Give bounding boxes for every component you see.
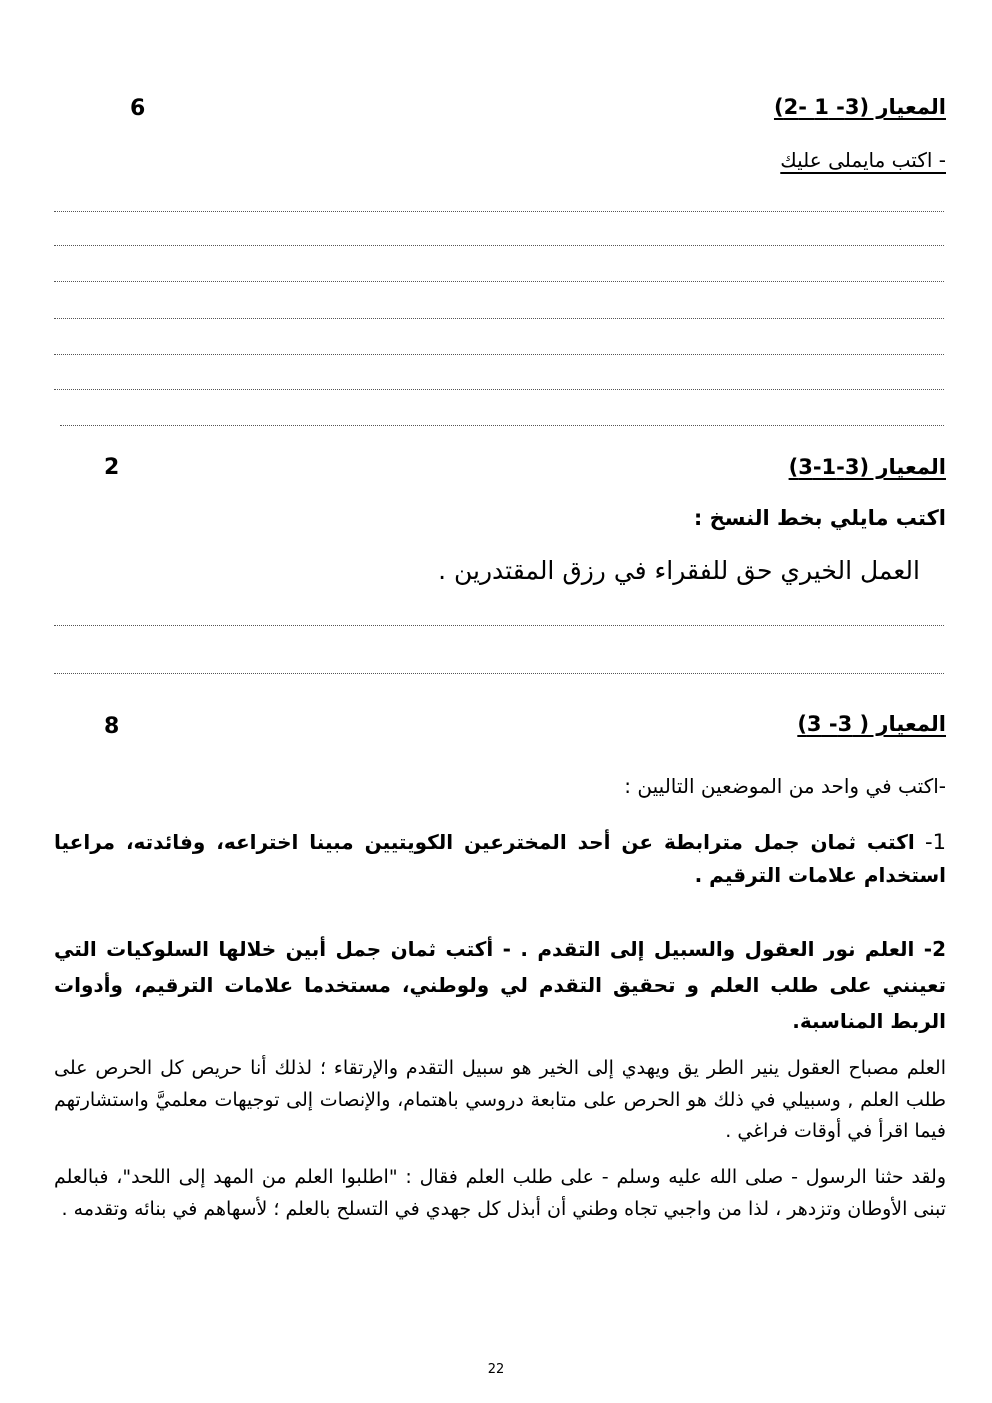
answer-paragraph-2: ولقد حثنا الرسول - صلى الله عليه وسلم - على طلب العلم فقال : "اطلبوا العلم من المهد إلى اللحد"، فبالعلم تبنى الأوطان وتزدهر ، لذا من واجبي تجاه وطني أن أبذل كل جهدي في التسلح بالعلم ؛ لأسهاهم في بنائه وتقدمه . — [54, 1166, 946, 1220]
section1-score: 6 — [130, 96, 146, 121]
topic-1-text: اكتب ثمان جمل مترابطة عن أحد المخترعين الكويتيين مبينا اختراعه، وفائدته، مراعيا استخدام علامات الترقيم . — [54, 830, 946, 887]
dictation-line-6 — [54, 389, 944, 390]
copy-line-1 — [54, 625, 944, 626]
topic-2: 2- العلم نور العقول والسبيل إلى التقدم . - أكتب ثمان جمل أبين خلالها السلوكيات التي تعينني على طلب العلم و تحقيق التقدم لي ولوطني، مستخدما علامات الترقيم، وأدوات الربط المناسبة. — [54, 937, 946, 1033]
section2-instruction: اكتب مايلي بخط النسخ : — [693, 506, 946, 530]
dictation-line-4 — [54, 318, 944, 319]
dictation-line-2 — [54, 245, 944, 246]
section3-instruction: -اكتب في واحد من الموضعين التاليين : — [624, 774, 946, 798]
section3-heading: المعيار ( 3- 3) — [797, 712, 946, 736]
dictation-line-7 — [60, 425, 944, 426]
topic-1 — [54, 826, 946, 892]
topic-1-number: 1- — [925, 830, 946, 854]
dictation-line-1 — [54, 211, 944, 212]
dictation-line-3 — [54, 281, 944, 282]
dictation-line-5 — [54, 354, 944, 355]
answer-paragraph-1: العلم مصباح العقول ينير الطر يق ويهدي إلى الخير هو سبيل التقدم والإرتقاء ؛ لذلك أنا حريص كل الحرص على طلب العلم , وسبيلي في ذلك هو الحرص على متابعة دروسي باهتمام، والإنصات إلى توجيهات معلميَّ واستشارتهم فيما اقرأ في أوقات فراغي . — [54, 1057, 946, 1142]
page-number: 22 — [487, 1362, 505, 1377]
section3-score: 8 — [104, 714, 120, 739]
section2-heading: المعيار (3-1-3) — [788, 455, 946, 479]
copy-sentence: العمل الخيري حق للفقراء في رزق المقتدرين . — [438, 556, 920, 585]
copy-line-2 — [54, 673, 944, 674]
section1-heading: المعيار (3- 1 -2) — [773, 95, 946, 119]
section2-score: 2 — [104, 455, 120, 480]
section1-instruction: - اكتب مايملى عليك — [780, 148, 946, 172]
